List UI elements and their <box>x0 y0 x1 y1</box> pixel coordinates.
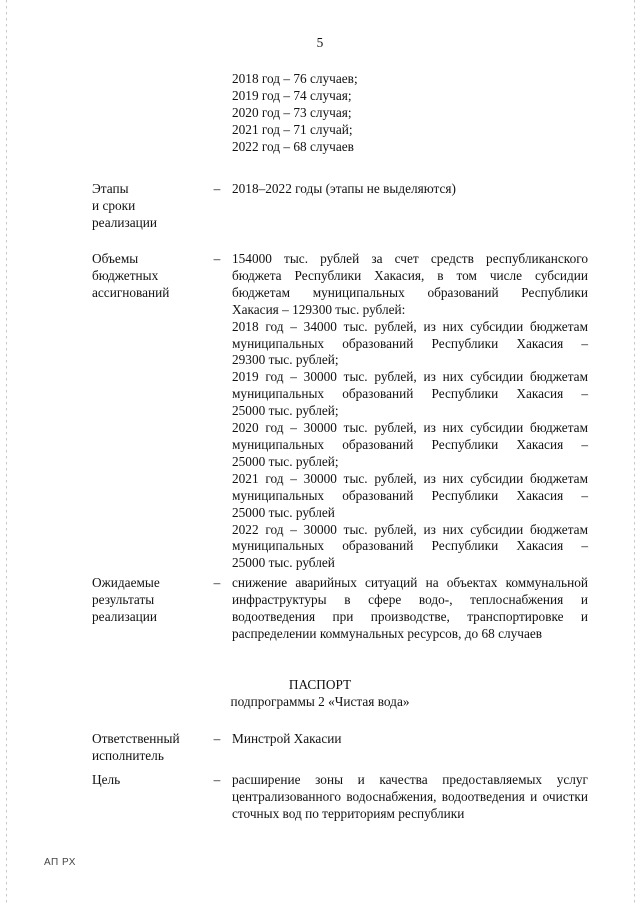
list-item: 2022 год – 68 случаев <box>232 138 354 154</box>
results-label: Ожидаемые результаты реализации <box>92 575 160 624</box>
budget-line: 2022 год – 30000 тыс. рублей, из них субсидии бюджетам <box>232 521 588 537</box>
executor-label: Ответственный исполнитель <box>92 731 180 763</box>
budget-dash: – <box>213 251 221 266</box>
results-line: инфраструктуры в сфере водо-, теплоснабжения и <box>232 591 588 607</box>
right-edge-scan-marks <box>634 0 635 905</box>
budget-label: Объемы бюджетных ассигнований <box>92 251 170 300</box>
budget-line: 2020 год – 30000 тыс. рублей, из них субсидии бюджетам <box>232 420 588 436</box>
goal-line: расширение зоны и качества предоставляемых услуг <box>232 772 588 787</box>
goal-label: Цель <box>92 772 121 787</box>
list-item: 2018 год – 76 случаев; <box>232 71 358 86</box>
budget-line: бюджетам муниципальных образований Республики <box>232 284 588 300</box>
budget-line: муниципальных образований Республики Хакасия – <box>232 436 588 452</box>
goal-line: сточных вод по территориям республики <box>232 805 465 821</box>
budget-line: муниципальных образований Республики Хакасия – <box>232 335 588 351</box>
budget-line: 25000 тыс. рублей <box>232 504 335 520</box>
budget-line: 2018 год – 34000 тыс. рублей, из них субсидии бюджетам <box>232 318 588 334</box>
budget-line: муниципальных образований Республики Хакасия – <box>232 487 588 503</box>
page-number: 5 <box>316 35 324 50</box>
stages-dash: – <box>213 181 221 196</box>
left-edge-scan-marks <box>6 0 7 905</box>
stages-label: Этапы и сроки реализации <box>92 181 157 230</box>
budget-line: 154000 тыс. рублей за счет средств республиканского <box>232 251 588 266</box>
budget-line: 2019 год – 30000 тыс. рублей, из них субсидии бюджетам <box>232 369 588 385</box>
list-item: 2019 год – 74 случая; <box>232 87 352 103</box>
results-line: снижение аварийных ситуаций на объектах коммунальной <box>232 575 588 590</box>
stages-value: 2018–2022 годы (этапы не выделяются) <box>232 181 456 196</box>
budget-line: муниципальных образований Республики Хакасия – <box>232 538 588 554</box>
results-dash: – <box>213 575 221 590</box>
budget-line: 25000 тыс. рублей <box>232 555 335 571</box>
budget-line: бюджета Республики Хакасия, в том числе субсидии <box>232 267 588 283</box>
passport-subtitle: подпрограммы 2 «Чистая вода» <box>230 694 410 709</box>
budget-line: 2021 год – 30000 тыс. рублей, из них субсидии бюджетам <box>232 470 588 486</box>
goal-line: централизованного водоснабжения, водоотведения и очистки <box>232 788 588 804</box>
executor-value: Минстрой Хакасии <box>232 731 342 746</box>
budget-value <box>232 251 588 572</box>
results-value <box>232 575 588 643</box>
results-line: распределении коммунальных ресурсов, до 68 случаев <box>232 625 543 641</box>
goal-dash: – <box>213 772 221 787</box>
footer-stamp-mark: АП РХ <box>44 857 76 868</box>
budget-line: Хакасия – 129300 тыс. рублей: <box>232 301 406 317</box>
list-item: 2020 год – 73 случая; <box>232 104 352 120</box>
budget-line: 29300 тыс. рублей; <box>232 352 339 368</box>
executor-dash: – <box>213 731 221 746</box>
passport-title: ПАСПОРТ <box>288 677 352 692</box>
list-item: 2021 год – 71 случай; <box>232 121 353 137</box>
budget-line: муниципальных образований Республики Хакасия – <box>232 386 588 402</box>
budget-line: 25000 тыс. рублей; <box>232 453 339 469</box>
goal-value <box>232 772 588 823</box>
results-line: водоотведения при производстве, транспортировке и <box>232 608 588 624</box>
yearly-cases-list <box>232 71 358 156</box>
budget-line: 25000 тыс. рублей; <box>232 403 339 419</box>
